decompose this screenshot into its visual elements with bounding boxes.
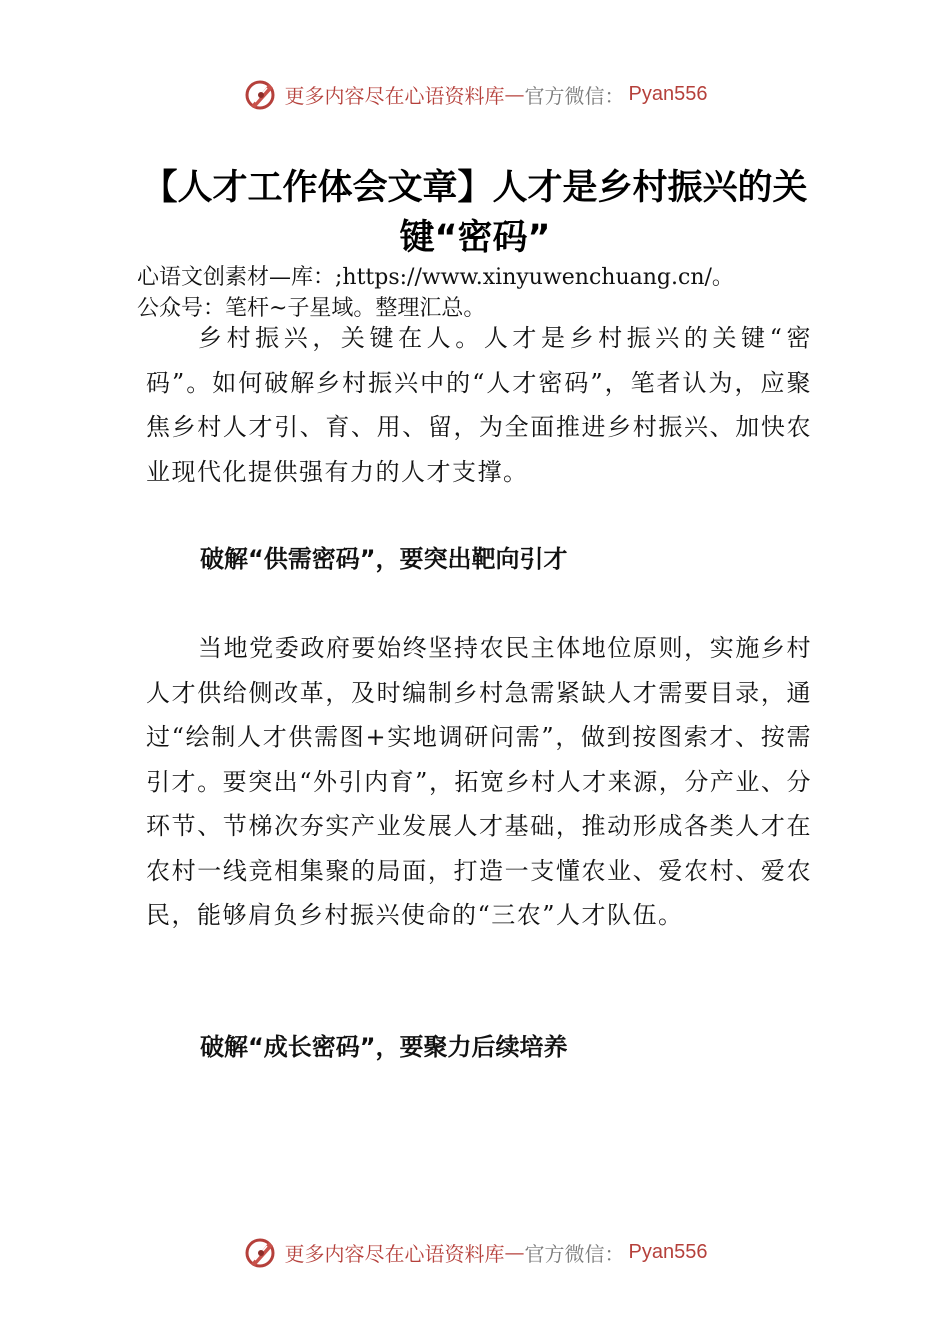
- source-line-website: 心语文创素材—库：;https://www.xinyuwenchuang.cn/。: [137, 265, 734, 290]
- source-note: [137, 262, 827, 324]
- header-banner: [0, 74, 950, 114]
- header-slogan: 更多内容尽在心语资料库: [284, 83, 505, 108]
- paragraph-supply-demand: 当地党委政府要始终坚持农民主体地位原则，实施乡村人才供给侧改革，及时编制乡村急需紧缺人才需要目录，通过“绘制人才供需图+实地调研问需”，做到按图索才、按需引才。要突出“外引内育”，拓宽乡村人才来源，分产业、分环节、节梯次夯实产业发展人才基础，推动形成各类人才在农村一线竞相集聚的局面，打造一支懂农业、爱农村、爱农民，能够肩负乡村振兴使命的“三农”人才队伍。: [146, 634, 812, 929]
- pen-nib-circle-logo-icon: [243, 76, 279, 112]
- footer-wechat-label: 官方微信：: [524, 1241, 625, 1266]
- footer-separator: —: [504, 1240, 525, 1264]
- pen-nib-circle-logo-icon: [243, 1234, 279, 1270]
- footer-slogan: 更多内容尽在心语资料库: [284, 1241, 505, 1266]
- header-wechat-label: 官方微信：: [524, 83, 625, 108]
- document-title: 【人才工作体会文章】人才是乡村振兴的关键“密码”: [142, 168, 808, 258]
- footer-banner: [0, 1232, 950, 1272]
- paragraph-intro: 乡村振兴，关键在人。人才是乡村振兴的关键“密码”。如何破解乡村振兴中的“人才密码”，笔者认为，应聚焦乡村人才引、育、用、留，为全面推进乡村振兴、加快农业现代化提供强有力的人才支撑。: [146, 324, 812, 486]
- footer-wechat-id: Pyan556: [628, 1240, 708, 1263]
- header-wechat-id: Pyan556: [628, 82, 708, 105]
- section-heading-growth: 破解“成长密码”，要聚力后续培养: [200, 1033, 568, 1061]
- source-line-account: 公众号：笔杆~子星域。整理汇总。: [137, 296, 486, 321]
- section-heading-supply-demand: 破解“供需密码”，要突出靶向引才: [200, 545, 568, 573]
- header-separator: —: [504, 82, 525, 106]
